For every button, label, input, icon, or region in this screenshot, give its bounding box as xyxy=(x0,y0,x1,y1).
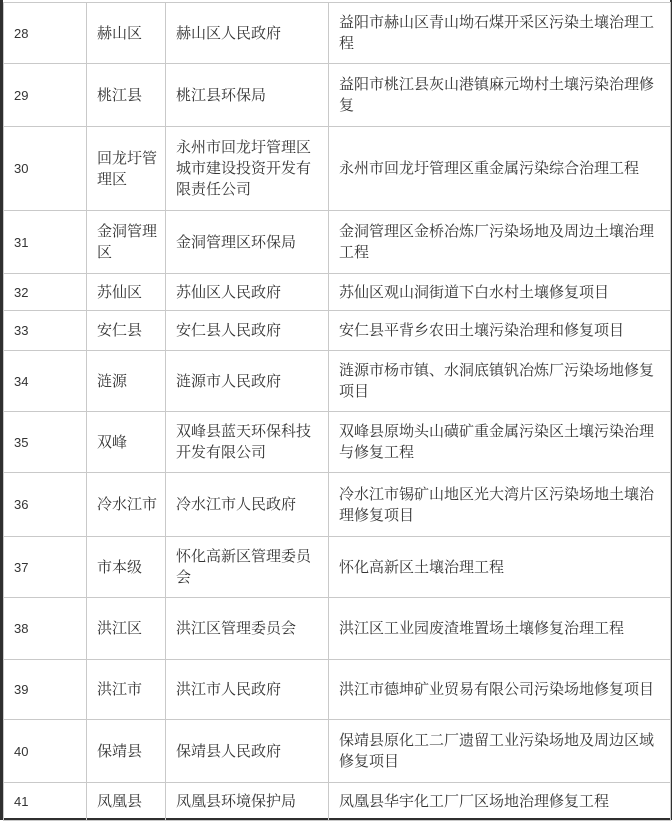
project-cell: 凤凰县华宇化工厂厂区场地治理修复工程 xyxy=(329,783,671,821)
row-number: 33 xyxy=(4,311,87,351)
region-cell: 凤凰县 xyxy=(87,783,166,821)
project-cell: 保靖县原化工二厂遗留工业污染场地及周边区域修复项目 xyxy=(329,720,671,783)
project-cell: 洪江市德坤矿业贸易有限公司污染场地修复项目 xyxy=(329,660,671,720)
project-cell: 益阳市桃江县灰山港镇麻元坳村土壤污染治理修复 xyxy=(329,64,671,127)
region-cell: 赫山区 xyxy=(87,3,166,64)
project-cell: 金洞管理区金桥冶炼厂污染场地及周边土壤治理工程 xyxy=(329,211,671,274)
region-cell: 双峰 xyxy=(87,412,166,473)
unit-cell: 怀化高新区管理委员会 xyxy=(166,537,329,598)
table-row xyxy=(4,720,671,783)
project-cell: 涟源市杨市镇、水洞底镇钒冶炼厂污染场地修复项目 xyxy=(329,351,671,412)
row-number: 38 xyxy=(4,598,87,660)
project-table xyxy=(3,2,671,821)
unit-cell: 保靖县人民政府 xyxy=(166,720,329,783)
table-row xyxy=(4,598,671,660)
unit-cell: 凤凰县环境保护局 xyxy=(166,783,329,821)
row-number: 40 xyxy=(4,720,87,783)
project-cell: 永州市回龙圩管理区重金属污染综合治理工程 xyxy=(329,127,671,211)
table-row xyxy=(4,473,671,537)
row-number: 31 xyxy=(4,211,87,274)
project-cell: 安仁县平背乡农田土壤污染治理和修复项目 xyxy=(329,311,671,351)
unit-cell: 洪江市人民政府 xyxy=(166,660,329,720)
table-row xyxy=(4,211,671,274)
table-row xyxy=(4,537,671,598)
unit-cell: 金洞管理区环保局 xyxy=(166,211,329,274)
region-cell: 金洞管理区 xyxy=(87,211,166,274)
table-row xyxy=(4,412,671,473)
row-number: 34 xyxy=(4,351,87,412)
row-number: 41 xyxy=(4,783,87,821)
unit-cell: 赫山区人民政府 xyxy=(166,3,329,64)
region-cell: 涟源 xyxy=(87,351,166,412)
row-number: 37 xyxy=(4,537,87,598)
project-cell: 苏仙区观山洞街道下白水村土壤修复项目 xyxy=(329,274,671,311)
unit-cell: 桃江县环保局 xyxy=(166,64,329,127)
table-row xyxy=(4,311,671,351)
table-row xyxy=(4,660,671,720)
project-cell: 益阳市赫山区青山坳石煤开采区污染土壤治理工程 xyxy=(329,3,671,64)
project-cell: 冷水江市锡矿山地区光大湾片区污染场地土壤治理修复项目 xyxy=(329,473,671,537)
region-cell: 苏仙区 xyxy=(87,274,166,311)
row-number: 32 xyxy=(4,274,87,311)
table-row xyxy=(4,783,671,821)
region-cell: 冷水江市 xyxy=(87,473,166,537)
region-cell: 回龙圩管理区 xyxy=(87,127,166,211)
region-cell: 洪江市 xyxy=(87,660,166,720)
row-number: 35 xyxy=(4,412,87,473)
table-row xyxy=(4,3,671,64)
project-cell: 双峰县原坳头山磺矿重金属污染区土壤污染治理与修复工程 xyxy=(329,412,671,473)
unit-cell: 冷水江市人民政府 xyxy=(166,473,329,537)
region-cell: 保靖县 xyxy=(87,720,166,783)
row-number: 28 xyxy=(4,3,87,64)
unit-cell: 永州市回龙圩管理区城市建设投资开发有限责任公司 xyxy=(166,127,329,211)
table-row xyxy=(4,274,671,311)
unit-cell: 涟源市人民政府 xyxy=(166,351,329,412)
table-row xyxy=(4,127,671,211)
unit-cell: 洪江区管理委员会 xyxy=(166,598,329,660)
region-cell: 安仁县 xyxy=(87,311,166,351)
row-number: 39 xyxy=(4,660,87,720)
table-row xyxy=(4,64,671,127)
project-table-body xyxy=(4,3,671,821)
region-cell: 市本级 xyxy=(87,537,166,598)
unit-cell: 安仁县人民政府 xyxy=(166,311,329,351)
row-number: 30 xyxy=(4,127,87,211)
table-row xyxy=(4,351,671,412)
row-number: 36 xyxy=(4,473,87,537)
row-number: 29 xyxy=(4,64,87,127)
project-cell: 洪江区工业园废渣堆置场土壤修复治理工程 xyxy=(329,598,671,660)
unit-cell: 苏仙区人民政府 xyxy=(166,274,329,311)
region-cell: 洪江区 xyxy=(87,598,166,660)
region-cell: 桃江县 xyxy=(87,64,166,127)
unit-cell: 双峰县蓝天环保科技开发有限公司 xyxy=(166,412,329,473)
project-cell: 怀化高新区土壤治理工程 xyxy=(329,537,671,598)
